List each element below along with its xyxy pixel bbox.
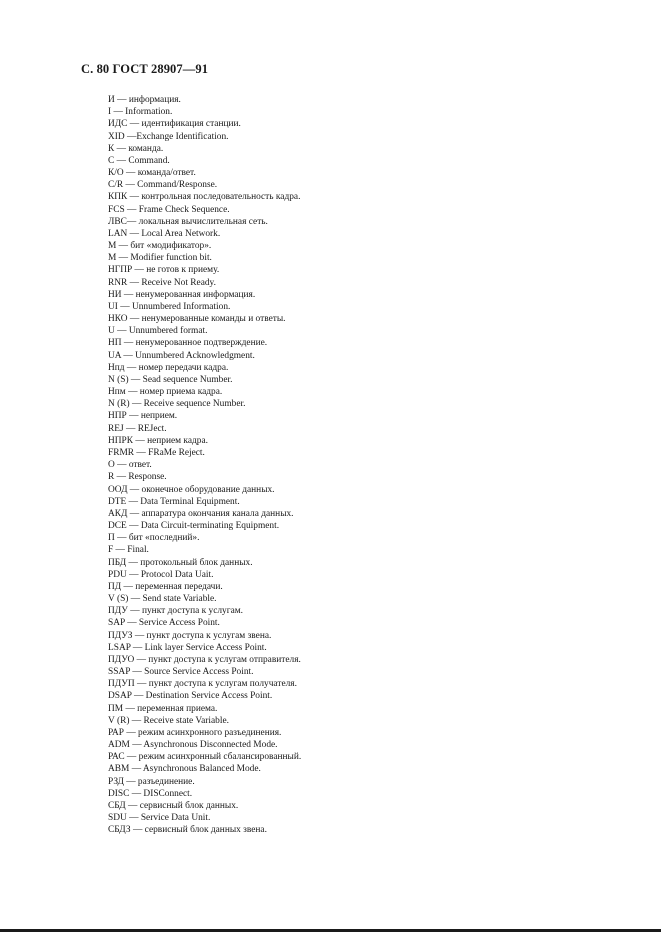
abbreviation-entry: V (R) — Receive state Variable. bbox=[108, 715, 229, 726]
abbreviation-entry: СБДЗ — сервисный блок данных звена. bbox=[108, 825, 267, 836]
abbreviation-entry: НИ — ненумерованная информация. bbox=[108, 289, 256, 300]
page-header: С. 80 ГОСТ 28907—91 bbox=[81, 62, 209, 76]
abbreviation-entry: ABM — Asynchronous Balanced Mode. bbox=[108, 764, 261, 775]
abbreviation-entry: U — Unnumbered format. bbox=[108, 326, 208, 337]
abbreviation-entry: PDU — Protocol Data Uait. bbox=[108, 569, 214, 580]
abbreviation-entry: DCE — Data Circuit-terminating Equipment. bbox=[108, 521, 280, 532]
abbreviation-list bbox=[108, 94, 301, 836]
abbreviation-entry: ПБД — протокольный блок данных. bbox=[108, 557, 253, 568]
abbreviation-entry: К/О — команда/ответ. bbox=[108, 168, 196, 179]
abbreviation-entry: СБД — сервисный блок данных. bbox=[108, 800, 239, 811]
abbreviation-entry: М — бит «модификатор». bbox=[108, 241, 212, 252]
abbreviation-entry: FRMR — FRaMe Reject. bbox=[108, 447, 205, 458]
abbreviation-entry: F — Final. bbox=[108, 545, 149, 556]
abbreviation-entry: РЗД — разъединение. bbox=[108, 776, 195, 787]
abbreviation-entry: ПМ — переменная приема. bbox=[108, 703, 218, 714]
abbreviation-entry: К — команда. bbox=[108, 143, 164, 154]
bottom-rule bbox=[0, 929, 661, 932]
abbreviation-entry: V (S) — Send state Variable. bbox=[108, 594, 217, 605]
abbreviation-entry: UA — Unnumbered Acknowledgment. bbox=[108, 350, 255, 361]
abbreviation-entry: ПДУП — пункт доступа к услугам получателя. bbox=[108, 679, 297, 690]
abbreviation-entry: LSAP — Link layer Service Access Point. bbox=[108, 642, 267, 653]
abbreviation-entry: С/R — Command/Response. bbox=[108, 180, 218, 191]
abbreviation-entry: О — ответ. bbox=[108, 460, 152, 471]
abbreviation-entry: ЛВС— локальная вычислительная сеть. bbox=[108, 216, 268, 227]
abbreviation-entry: НП — ненумерованное подтверждение. bbox=[108, 338, 268, 349]
abbreviation-entry: RNR — Receive Not Ready. bbox=[108, 277, 216, 288]
abbreviation-entry: N (S) — Sead sequence Number. bbox=[108, 374, 233, 385]
abbreviation-entry: С — Command. bbox=[108, 155, 170, 166]
abbreviation-entry: НПРК — неприем кадра. bbox=[108, 435, 208, 446]
abbreviation-entry: НПР — неприем. bbox=[108, 411, 178, 422]
abbreviation-entry: REJ — REJect. bbox=[108, 423, 167, 434]
abbreviation-entry: XID —Exchange Identification. bbox=[108, 131, 229, 142]
abbreviation-entry: АКД — аппаратура окончания канала данных. bbox=[108, 508, 294, 519]
abbreviation-entry: ПД — переменная передачи. bbox=[108, 581, 223, 592]
abbreviation-entry: НКО — ненумерованные команды и ответы. bbox=[108, 314, 286, 325]
abbreviation-entry: N (R) — Receive sequence Number. bbox=[108, 399, 246, 410]
abbreviation-entry: UI — Unnumbered Information. bbox=[108, 301, 231, 312]
abbreviation-entry: РАС — режим асинхронный сбалансированный. bbox=[108, 752, 302, 763]
abbreviation-entry: SDU — Service Data Unit. bbox=[108, 813, 211, 824]
abbreviation-entry: Нпд — номер передачи кадра. bbox=[108, 362, 229, 373]
abbreviation-entry: R — Response. bbox=[108, 472, 167, 483]
abbreviation-entry: ПДУО — пункт доступа к услугам отправителя. bbox=[108, 654, 301, 665]
abbreviation-entry: SSAP — Source Service Access Point. bbox=[108, 667, 254, 678]
abbreviation-entry: DSAP — Destination Service Access Point. bbox=[108, 691, 273, 702]
abbreviation-entry: DISC — DISConnect. bbox=[108, 788, 193, 799]
abbreviation-entry: КПК — контрольная последовательность кадра. bbox=[108, 192, 301, 203]
abbreviation-entry: М — Modifier function bit. bbox=[108, 253, 212, 264]
abbreviation-entry: LAN — Local Area Network. bbox=[108, 228, 221, 239]
abbreviation-entry: ADM — Asynchronous Disconnected Mode. bbox=[108, 740, 278, 751]
abbreviation-entry: ООД — оконечное оборудование данных. bbox=[108, 484, 275, 495]
abbreviation-entry: П — бит «последний». bbox=[108, 533, 200, 544]
abbreviation-entry: DTE — Data Terminal Equipment. bbox=[108, 496, 240, 507]
abbreviation-entry: ИДС — идентификация станции. bbox=[108, 119, 241, 130]
abbreviation-entry: SAP — Service Access Point. bbox=[108, 618, 220, 629]
abbreviation-entry: ПДУЗ — пункт доступа к услугам звена. bbox=[108, 630, 272, 641]
abbreviation-entry: I — Information. bbox=[108, 107, 173, 118]
abbreviation-entry: РАР — режим асинхронного разъединения. bbox=[108, 727, 282, 738]
abbreviation-entry: Нпм — номер приема кадра. bbox=[108, 387, 223, 398]
abbreviation-entry: ПДУ — пункт доступа к услугам. bbox=[108, 606, 244, 617]
abbreviation-entry: И — информация. bbox=[108, 95, 181, 105]
abbreviation-entry: FCS — Frame Check Sequence. bbox=[108, 204, 230, 215]
abbreviation-entry: НГПР — не готов к приему. bbox=[108, 265, 220, 276]
